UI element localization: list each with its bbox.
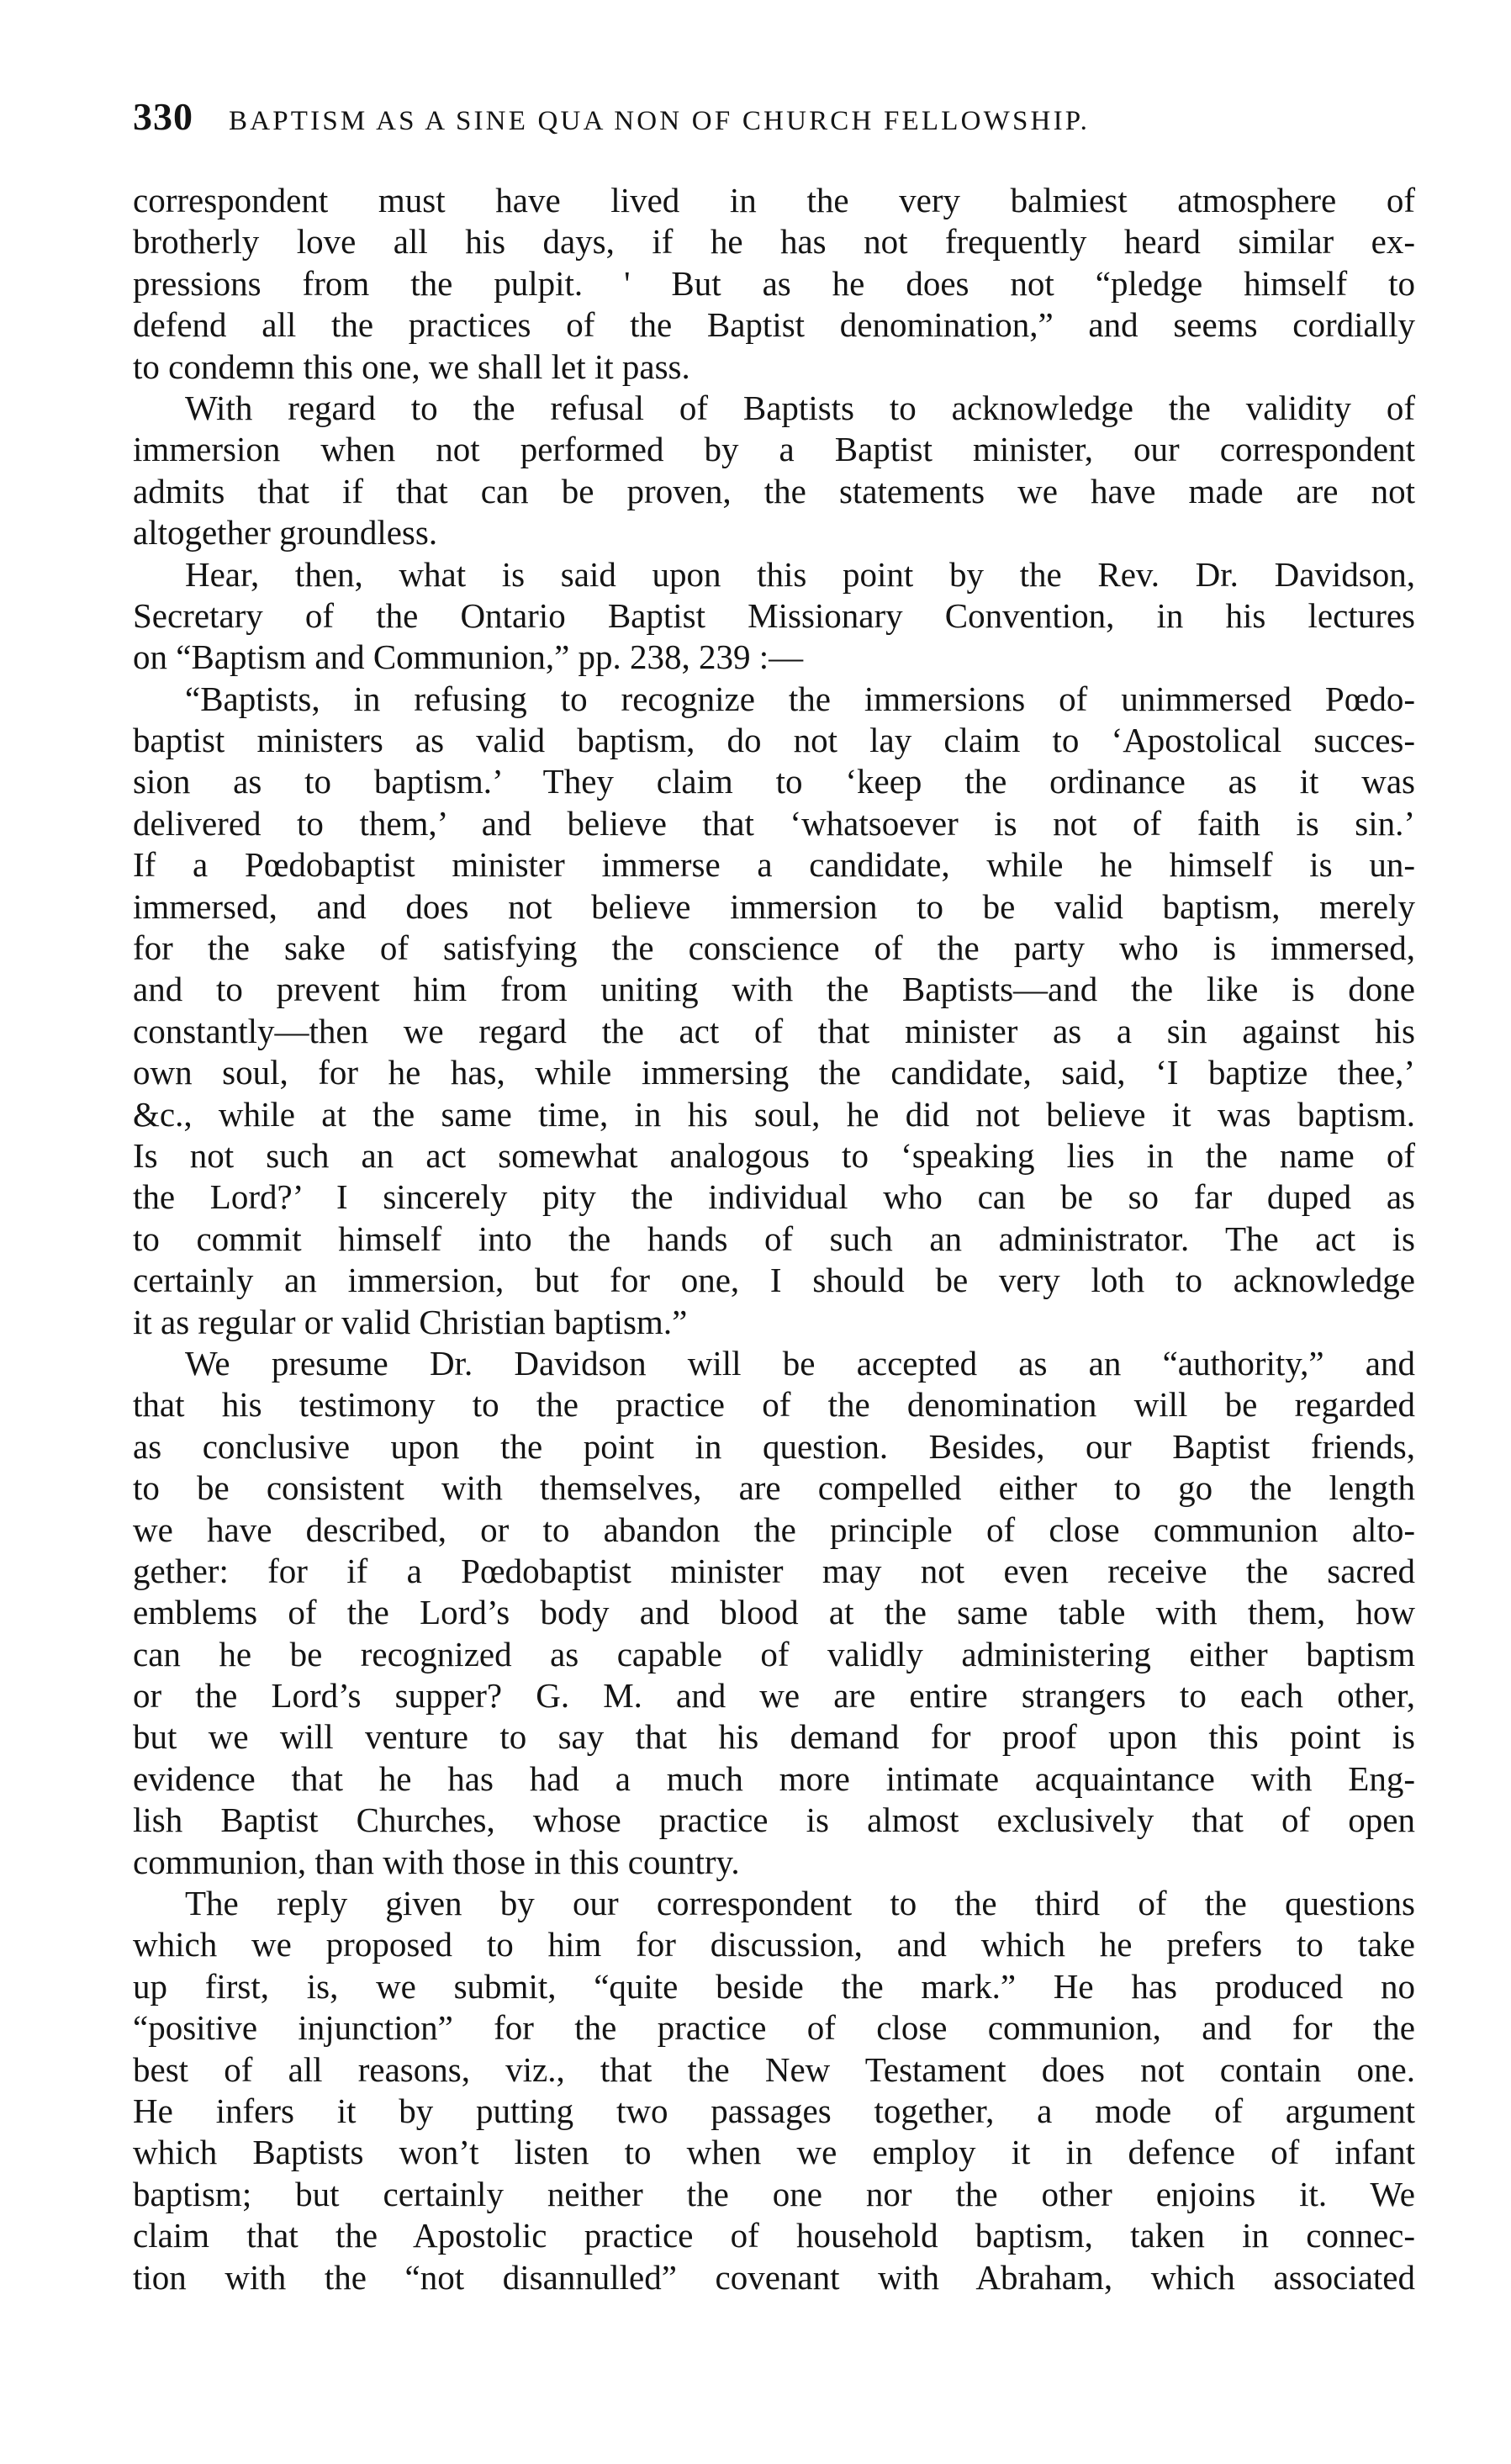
text-line: we have described, or to abandon the principle of close communion alto- xyxy=(133,1510,1415,1549)
text-line: “Baptists, in refusing to recognize the immersions of unimmersed Pœdo- xyxy=(185,679,1415,718)
text-line: up first, is, we submit, “quite beside the mark.” He has produced no xyxy=(133,1966,1415,2006)
text-line: which we proposed to him for discussion, and which he prefers to take xyxy=(133,1925,1415,1964)
text-line: defend all the practices of the Baptist denomination,” and seems cordially xyxy=(133,305,1415,345)
text-line: to condemn this one, we shall let it pass. xyxy=(133,346,690,386)
text-line: With regard to the refusal of Baptists to acknowledge the validity of xyxy=(185,388,1415,427)
text-line: which Baptists won’t listen to when we employ it in defence of infant xyxy=(133,2133,1415,2172)
running-head: BAPTISM AS A SINE QUA NON OF CHURCH FELLOWSHIP. xyxy=(229,106,1091,136)
page-header xyxy=(133,94,1411,145)
text-line: evidence that he has had a much more intimate acquaintance with Eng- xyxy=(133,1758,1415,1798)
text-line: and to prevent him from uniting with the Baptists—and the like is done xyxy=(133,970,1415,1009)
text-line: gether: for if a Pœdobaptist minister may not even receive the sacred xyxy=(133,1551,1415,1590)
text-line: immersed, and does not believe immersion to be valid baptism, merely xyxy=(133,886,1415,926)
text-line: brotherly love all his days, if he has not frequently heard similar ex- xyxy=(133,222,1415,262)
text-line: that his testimony to the practice of the denomination will be regarded xyxy=(133,1385,1415,1425)
text-line: altogether groundless. xyxy=(133,513,438,553)
text-line: Is not such an act somewhat analogous to ‘speaking lies in the name of xyxy=(133,1135,1415,1175)
text-line: it as regular or valid Christian baptism.” xyxy=(133,1302,688,1341)
text-line: to be consistent with themselves, are compelled either to go the length xyxy=(133,1468,1415,1508)
text-line: immersion when not performed by a Baptist minister, our correspondent xyxy=(133,430,1415,469)
text-line: baptism; but certainly neither the one nor the other enjoins it. We xyxy=(133,2174,1415,2213)
text-line: emblems of the Lord’s body and blood at the same table with them, how xyxy=(133,1593,1415,1632)
text-line: He infers it by putting two passages together, a mode of argument xyxy=(133,2091,1415,2130)
text-line: or the Lord’s supper? G. M. and we are entire strangers to each other, xyxy=(133,1676,1415,1716)
text-line: communion, than with those in this country. xyxy=(133,1842,740,1881)
page-number: 330 xyxy=(133,95,193,138)
text-line: The reply given by our correspondent to the third of the questions xyxy=(185,1884,1415,1923)
text-line: sion as to baptism.’ They claim to ‘keep the ordinance as it was xyxy=(133,762,1415,801)
text-line: own soul, for he has, while immersing the candidate, said, ‘I baptize thee,’ xyxy=(133,1053,1415,1092)
text-line: “positive injunction” for the practice of close communion, and for the xyxy=(133,2008,1415,2048)
text-line: to commit himself into the hands of such an administrator. The act is xyxy=(133,1219,1415,1258)
text-line: correspondent must have lived in the very balmiest atmosphere of xyxy=(133,181,1415,219)
body-text xyxy=(133,180,1415,2298)
text-line: on “Baptism and Communion,” pp. 238, 239 :— xyxy=(133,637,804,677)
text-line: for the sake of satisfying the conscience of the party who is immersed, xyxy=(133,928,1415,968)
text-line: Secretary of the Ontario Baptist Missionary Convention, in his lectures xyxy=(133,595,1415,635)
text-line: as conclusive upon the point in question. Besides, our Baptist friends, xyxy=(133,1426,1415,1466)
text-line: Hear, then, what is said upon this point by the Rev. Dr. Davidson, xyxy=(185,554,1415,594)
text-line: &c., while at the same time, in his soul, he did not believe it was baptism. xyxy=(133,1094,1415,1134)
text-line: the Lord?’ I sincerely pity the individual who can be so far duped as xyxy=(133,1177,1415,1217)
text-line: but we will venture to say that his demand for proof upon this point is xyxy=(133,1717,1415,1757)
text-line: constantly—then we regard the act of that minister as a sin against his xyxy=(133,1011,1415,1050)
text-line: baptist ministers as valid baptism, do not lay claim to ‘Apostolical succes- xyxy=(133,721,1415,760)
text-line: delivered to them,’ and believe that ‘whatsoever is not of faith is sin.’ xyxy=(133,803,1415,843)
text-line: admits that if that can be proven, the statements we have made are not xyxy=(133,471,1415,510)
text-line: pressions from the pulpit. ' But as he does not “pledge himself to xyxy=(133,263,1415,303)
text-line: If a Pœdobaptist minister immerse a candidate, while he himself is un- xyxy=(133,845,1415,885)
text-line: best of all reasons, viz., that the New Testament does not contain one. xyxy=(133,2049,1415,2089)
text-line: certainly an immersion, but for one, I should be very loth to acknowledge xyxy=(133,1261,1415,1300)
text-line: We presume Dr. Davidson will be accepted as an “authority,” and xyxy=(185,1343,1415,1383)
text-line: lish Baptist Churches, whose practice is almost exclusively that of open xyxy=(133,1800,1415,1840)
text-line: tion with the “not disannulled” covenant with Abraham, which associated xyxy=(133,2257,1415,2297)
text-line: can he be recognized as capable of validly administering either baptism xyxy=(133,1634,1415,1674)
text-line: claim that the Apostolic practice of household baptism, taken in connec- xyxy=(133,2216,1415,2255)
